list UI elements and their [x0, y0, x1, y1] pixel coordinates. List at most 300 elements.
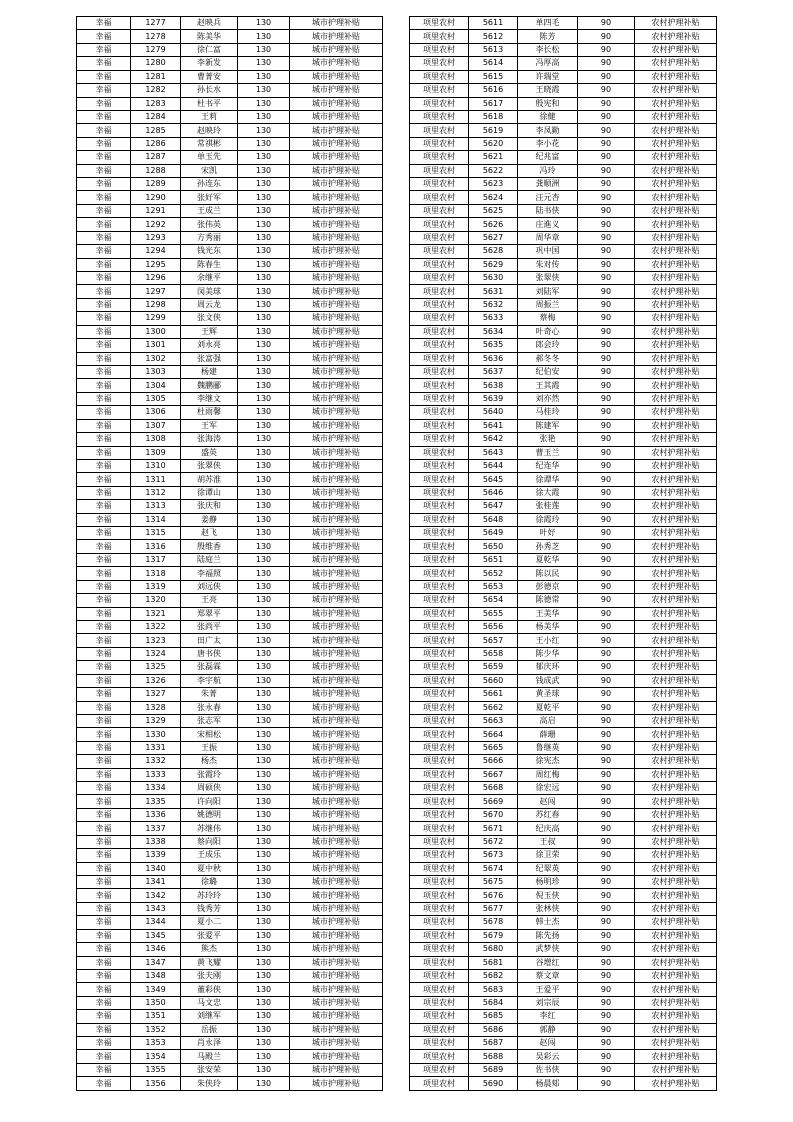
amount-cell: 130 [238, 728, 290, 741]
amount-cell: 90 [578, 419, 635, 432]
amount-cell: 90 [578, 876, 635, 889]
serial-cell: 1287 [131, 151, 181, 164]
district-cell: 幸福 [77, 862, 131, 875]
district-cell: 项里农村 [410, 969, 469, 982]
amount-cell: 130 [238, 513, 290, 526]
serial-cell: 1324 [131, 647, 181, 660]
amount-cell: 90 [578, 741, 635, 754]
district-cell: 幸福 [77, 285, 131, 298]
name-cell: 夏小二 [181, 916, 238, 929]
amount-cell: 90 [578, 110, 635, 123]
table-row [77, 500, 383, 513]
amount-cell: 90 [578, 580, 635, 593]
amount-cell: 90 [578, 70, 635, 83]
subsidy-type-cell: 城市护理补贴 [290, 97, 383, 110]
subsidy-type-cell: 农村护理补贴 [635, 822, 717, 835]
subsidy-type-cell: 农村护理补贴 [635, 956, 717, 969]
table-row [410, 889, 717, 902]
left-subsidy-table [76, 16, 383, 1091]
serial-cell: 1315 [131, 527, 181, 540]
serial-cell: 1332 [131, 755, 181, 768]
amount-cell: 130 [238, 916, 290, 929]
table-row [410, 567, 717, 580]
name-cell: 高启 [518, 714, 578, 727]
table-row [77, 674, 383, 687]
amount-cell: 130 [238, 876, 290, 889]
serial-cell: 1335 [131, 795, 181, 808]
district-cell: 项里农村 [410, 285, 469, 298]
serial-cell: 1306 [131, 406, 181, 419]
serial-cell: 1351 [131, 1010, 181, 1023]
amount-cell: 90 [578, 17, 635, 30]
district-cell: 项里农村 [410, 272, 469, 285]
amount-cell: 90 [578, 1010, 635, 1023]
table-row [410, 768, 717, 781]
amount-cell: 90 [578, 688, 635, 701]
name-cell: 蔡文章 [518, 969, 578, 982]
table-row [410, 433, 717, 446]
name-cell: 陈美华 [181, 30, 238, 43]
name-cell: 单玉先 [181, 151, 238, 164]
name-cell: 李继文 [181, 392, 238, 405]
subsidy-type-cell: 农村护理补贴 [635, 204, 717, 217]
amount-cell: 90 [578, 231, 635, 244]
serial-cell: 5641 [469, 419, 518, 432]
amount-cell: 90 [578, 392, 635, 405]
subsidy-type-cell: 农村护理补贴 [635, 500, 717, 513]
amount-cell: 130 [238, 956, 290, 969]
subsidy-type-cell: 城市护理补贴 [290, 124, 383, 137]
amount-cell: 130 [238, 647, 290, 660]
amount-cell: 90 [578, 97, 635, 110]
district-cell: 项里农村 [410, 204, 469, 217]
table-row [77, 862, 383, 875]
subsidy-type-cell: 城市护理补贴 [290, 1037, 383, 1050]
subsidy-type-cell: 城市护理补贴 [290, 84, 383, 97]
serial-cell: 5656 [469, 620, 518, 633]
table-row [410, 701, 717, 714]
district-cell: 项里农村 [410, 1023, 469, 1036]
name-cell: 苏玲玲 [181, 889, 238, 902]
table-row [410, 204, 717, 217]
serial-cell: 5647 [469, 500, 518, 513]
district-cell: 项里农村 [410, 782, 469, 795]
district-cell: 项里农村 [410, 983, 469, 996]
district-cell: 幸福 [77, 164, 131, 177]
subsidy-type-cell: 城市护理补贴 [290, 527, 383, 540]
table-row [77, 916, 383, 929]
district-cell: 幸福 [77, 755, 131, 768]
name-cell: 熊杰 [181, 943, 238, 956]
name-cell: 夏乾华 [518, 553, 578, 566]
serial-cell: 1297 [131, 285, 181, 298]
serial-cell: 1343 [131, 902, 181, 915]
subsidy-type-cell: 农村护理补贴 [635, 782, 717, 795]
serial-cell: 1336 [131, 808, 181, 821]
subsidy-type-cell: 城市护理补贴 [290, 57, 383, 70]
amount-cell: 90 [578, 191, 635, 204]
table-row [77, 57, 383, 70]
district-cell: 项里农村 [410, 620, 469, 633]
table-row [410, 553, 717, 566]
district-cell: 项里农村 [410, 594, 469, 607]
name-cell: 苏继伟 [181, 822, 238, 835]
serial-cell: 5665 [469, 741, 518, 754]
table-row [410, 258, 717, 271]
subsidy-type-cell: 农村护理补贴 [635, 876, 717, 889]
name-cell: 武梦侠 [518, 943, 578, 956]
subsidy-type-cell: 农村护理补贴 [635, 70, 717, 83]
name-cell: 孙长水 [181, 84, 238, 97]
serial-cell: 1344 [131, 916, 181, 929]
table-row [410, 137, 717, 150]
amount-cell: 90 [578, 298, 635, 311]
district-cell: 幸福 [77, 902, 131, 915]
name-cell: 黄圣球 [518, 688, 578, 701]
table-row [410, 178, 717, 191]
name-cell: 叶奇心 [518, 325, 578, 338]
amount-cell: 90 [578, 728, 635, 741]
serial-cell: 1299 [131, 312, 181, 325]
amount-cell: 130 [238, 392, 290, 405]
serial-cell: 5624 [469, 191, 518, 204]
district-cell: 项里农村 [410, 446, 469, 459]
serial-cell: 5652 [469, 567, 518, 580]
name-cell: 郑翠平 [181, 607, 238, 620]
serial-cell: 5632 [469, 298, 518, 311]
name-cell: 张桂莲 [518, 500, 578, 513]
name-cell: 张安荣 [181, 1063, 238, 1076]
table-row [77, 1023, 383, 1036]
amount-cell: 130 [238, 983, 290, 996]
table-row [77, 178, 383, 191]
amount-cell: 90 [578, 406, 635, 419]
subsidy-type-cell: 城市护理补贴 [290, 204, 383, 217]
amount-cell: 130 [238, 674, 290, 687]
table-row [410, 43, 717, 56]
subsidy-type-cell: 农村护理补贴 [635, 124, 717, 137]
district-cell: 幸福 [77, 137, 131, 150]
subsidy-type-cell: 城市护理补贴 [290, 674, 383, 687]
district-cell: 项里农村 [410, 567, 469, 580]
table-row [410, 943, 717, 956]
serial-cell: 5673 [469, 849, 518, 862]
subsidy-type-cell: 农村护理补贴 [635, 151, 717, 164]
table-row [410, 365, 717, 378]
district-cell: 项里农村 [410, 110, 469, 123]
table-row [77, 983, 383, 996]
subsidy-type-cell: 农村护理补贴 [635, 929, 717, 942]
amount-cell: 130 [238, 97, 290, 110]
subsidy-type-cell: 农村护理补贴 [635, 258, 717, 271]
name-cell: 张翠侠 [518, 272, 578, 285]
amount-cell: 130 [238, 755, 290, 768]
name-cell: 徐璐 [181, 876, 238, 889]
district-cell: 项里农村 [410, 70, 469, 83]
district-cell: 幸福 [77, 741, 131, 754]
serial-cell: 5616 [469, 84, 518, 97]
subsidy-type-cell: 城市护理补贴 [290, 218, 383, 231]
amount-cell: 130 [238, 500, 290, 513]
serial-cell: 5683 [469, 983, 518, 996]
subsidy-type-cell: 城市护理补贴 [290, 298, 383, 311]
serial-cell: 1325 [131, 661, 181, 674]
table-row [77, 1050, 383, 1063]
table-row [77, 325, 383, 338]
district-cell: 幸福 [77, 540, 131, 553]
serial-cell: 5646 [469, 486, 518, 499]
table-row [77, 741, 383, 754]
subsidy-type-cell: 农村护理补贴 [635, 339, 717, 352]
district-cell: 项里农村 [410, 218, 469, 231]
serial-cell: 5620 [469, 137, 518, 150]
serial-cell: 5678 [469, 916, 518, 929]
subsidy-type-cell: 农村护理补贴 [635, 272, 717, 285]
district-cell: 幸福 [77, 433, 131, 446]
amount-cell: 130 [238, 688, 290, 701]
table-row [410, 1037, 717, 1050]
subsidy-type-cell: 城市护理补贴 [290, 849, 383, 862]
serial-cell: 5628 [469, 245, 518, 258]
district-cell: 项里农村 [410, 164, 469, 177]
subsidy-type-cell: 城市护理补贴 [290, 996, 383, 1009]
subsidy-type-cell: 城市护理补贴 [290, 178, 383, 191]
subsidy-type-cell: 城市护理补贴 [290, 647, 383, 660]
serial-cell: 5648 [469, 513, 518, 526]
subsidy-type-cell: 农村护理补贴 [635, 1077, 717, 1090]
amount-cell: 90 [578, 714, 635, 727]
serial-cell: 1341 [131, 876, 181, 889]
district-cell: 幸福 [77, 392, 131, 405]
serial-cell: 1304 [131, 379, 181, 392]
amount-cell: 90 [578, 889, 635, 902]
district-cell: 幸福 [77, 513, 131, 526]
district-cell: 项里农村 [410, 607, 469, 620]
amount-cell: 130 [238, 164, 290, 177]
table-row [410, 312, 717, 325]
table-row [410, 446, 717, 459]
serial-cell: 1348 [131, 969, 181, 982]
table-row [77, 902, 383, 915]
table-row [77, 540, 383, 553]
serial-cell: 1282 [131, 84, 181, 97]
name-cell: 张永春 [181, 701, 238, 714]
district-cell: 项里农村 [410, 17, 469, 30]
name-cell: 张文侠 [181, 312, 238, 325]
name-cell: 王其霞 [518, 379, 578, 392]
district-cell: 项里农村 [410, 406, 469, 419]
serial-cell: 1338 [131, 835, 181, 848]
name-cell: 龚顺洲 [518, 178, 578, 191]
district-cell: 项里农村 [410, 392, 469, 405]
table-row [77, 70, 383, 83]
subsidy-type-cell: 城市护理补贴 [290, 835, 383, 848]
name-cell: 周红梅 [518, 768, 578, 781]
district-cell: 项里农村 [410, 1037, 469, 1050]
district-cell: 幸福 [77, 916, 131, 929]
amount-cell: 130 [238, 419, 290, 432]
table-row [410, 728, 717, 741]
subsidy-type-cell: 农村护理补贴 [635, 795, 717, 808]
amount-cell: 130 [238, 620, 290, 633]
district-cell: 幸福 [77, 406, 131, 419]
subsidy-type-cell: 农村护理补贴 [635, 567, 717, 580]
name-cell: 杨晨郏 [518, 1077, 578, 1090]
subsidy-type-cell: 农村护理补贴 [635, 110, 717, 123]
name-cell: 韩士杰 [518, 916, 578, 929]
amount-cell: 130 [238, 553, 290, 566]
table-row [77, 849, 383, 862]
serial-cell: 1310 [131, 459, 181, 472]
table-row [77, 231, 383, 244]
district-cell: 项里农村 [410, 1077, 469, 1090]
serial-cell: 1353 [131, 1037, 181, 1050]
table-row [77, 527, 383, 540]
table-row [77, 272, 383, 285]
serial-cell: 5650 [469, 540, 518, 553]
subsidy-type-cell: 农村护理补贴 [635, 741, 717, 754]
table-row [77, 607, 383, 620]
subsidy-type-cell: 农村护理补贴 [635, 728, 717, 741]
amount-cell: 90 [578, 795, 635, 808]
name-cell: 冯玲 [518, 164, 578, 177]
serial-cell: 5630 [469, 272, 518, 285]
serial-cell: 1296 [131, 272, 181, 285]
district-cell: 项里农村 [410, 513, 469, 526]
subsidy-type-cell: 农村护理补贴 [635, 298, 717, 311]
serial-cell: 1339 [131, 849, 181, 862]
name-cell: 刘继军 [181, 1010, 238, 1023]
table-row [410, 30, 717, 43]
serial-cell: 5619 [469, 124, 518, 137]
district-cell: 幸福 [77, 218, 131, 231]
subsidy-type-cell: 农村护理补贴 [635, 43, 717, 56]
name-cell: 陈芳 [518, 30, 578, 43]
subsidy-type-cell: 城市护理补贴 [290, 822, 383, 835]
district-cell: 项里农村 [410, 379, 469, 392]
name-cell: 单四毛 [518, 17, 578, 30]
name-cell: 郎会玲 [518, 339, 578, 352]
amount-cell: 130 [238, 634, 290, 647]
district-cell: 项里农村 [410, 151, 469, 164]
serial-cell: 1316 [131, 540, 181, 553]
serial-cell: 1345 [131, 929, 181, 942]
name-cell: 王美华 [518, 607, 578, 620]
amount-cell: 130 [238, 43, 290, 56]
subsidy-type-cell: 城市护理补贴 [290, 258, 383, 271]
subsidy-type-cell: 城市护理补贴 [290, 755, 383, 768]
name-cell: 鲁继英 [518, 741, 578, 754]
serial-cell: 1356 [131, 1077, 181, 1090]
district-cell: 幸福 [77, 782, 131, 795]
name-cell: 冯厚高 [518, 57, 578, 70]
name-cell: 张好军 [181, 191, 238, 204]
serial-cell: 1298 [131, 298, 181, 311]
district-cell: 项里农村 [410, 889, 469, 902]
name-cell: 钱成武 [518, 674, 578, 687]
name-cell: 郝冬冬 [518, 352, 578, 365]
name-cell: 朱侠玲 [181, 1077, 238, 1090]
table-row [410, 755, 717, 768]
district-cell: 幸福 [77, 1023, 131, 1036]
amount-cell: 130 [238, 231, 290, 244]
subsidy-type-cell: 城市护理补贴 [290, 191, 383, 204]
district-cell: 项里农村 [410, 137, 469, 150]
subsidy-type-cell: 城市护理补贴 [290, 540, 383, 553]
district-cell: 项里农村 [410, 661, 469, 674]
subsidy-type-cell: 城市护理补贴 [290, 500, 383, 513]
table-row [77, 392, 383, 405]
name-cell: 张夫刚 [181, 969, 238, 982]
amount-cell: 90 [578, 661, 635, 674]
name-cell: 蔡向阳 [181, 835, 238, 848]
amount-cell: 130 [238, 258, 290, 271]
district-cell: 项里农村 [410, 755, 469, 768]
district-cell: 幸福 [77, 607, 131, 620]
serial-cell: 5640 [469, 406, 518, 419]
district-cell: 项里农村 [410, 862, 469, 875]
table-row [410, 151, 717, 164]
district-cell: 项里农村 [410, 1050, 469, 1063]
subsidy-type-cell: 城市护理补贴 [290, 580, 383, 593]
district-cell: 项里农村 [410, 580, 469, 593]
name-cell: 殷宪和 [518, 97, 578, 110]
subsidy-type-cell: 城市护理补贴 [290, 312, 383, 325]
serial-cell: 5686 [469, 1023, 518, 1036]
district-cell: 幸福 [77, 929, 131, 942]
table-row [77, 567, 383, 580]
amount-cell: 130 [238, 124, 290, 137]
name-cell: 李福照 [181, 567, 238, 580]
name-cell: 徐谭山 [181, 486, 238, 499]
name-cell: 魏鹏郦 [181, 379, 238, 392]
subsidy-type-cell: 农村护理补贴 [635, 459, 717, 472]
district-cell: 幸福 [77, 379, 131, 392]
serial-cell: 1320 [131, 594, 181, 607]
name-cell: 孙秀芝 [518, 540, 578, 553]
name-cell: 杨明珍 [518, 876, 578, 889]
serial-cell: 5645 [469, 473, 518, 486]
name-cell: 倪玉侠 [518, 889, 578, 902]
district-cell: 幸福 [77, 996, 131, 1009]
serial-cell: 5611 [469, 17, 518, 30]
serial-cell: 1293 [131, 231, 181, 244]
amount-cell: 130 [238, 1037, 290, 1050]
subsidy-type-cell: 农村护理补贴 [635, 527, 717, 540]
table-row [77, 312, 383, 325]
table-row [77, 661, 383, 674]
name-cell: 周硕侠 [181, 782, 238, 795]
amount-cell: 130 [238, 835, 290, 848]
subsidy-type-cell: 城市护理补贴 [290, 889, 383, 902]
amount-cell: 130 [238, 178, 290, 191]
serial-cell: 5659 [469, 661, 518, 674]
name-cell: 徐宏远 [518, 782, 578, 795]
district-cell: 项里农村 [410, 768, 469, 781]
district-cell: 幸福 [77, 57, 131, 70]
amount-cell: 130 [238, 540, 290, 553]
district-cell: 项里农村 [410, 339, 469, 352]
amount-cell: 90 [578, 285, 635, 298]
name-cell: 彭德京 [518, 580, 578, 593]
table-row [77, 701, 383, 714]
table-row [77, 876, 383, 889]
table-row [410, 325, 717, 338]
amount-cell: 130 [238, 902, 290, 915]
name-cell: 董彩侠 [181, 983, 238, 996]
subsidy-type-cell: 农村护理补贴 [635, 1037, 717, 1050]
name-cell: 李宇航 [181, 674, 238, 687]
